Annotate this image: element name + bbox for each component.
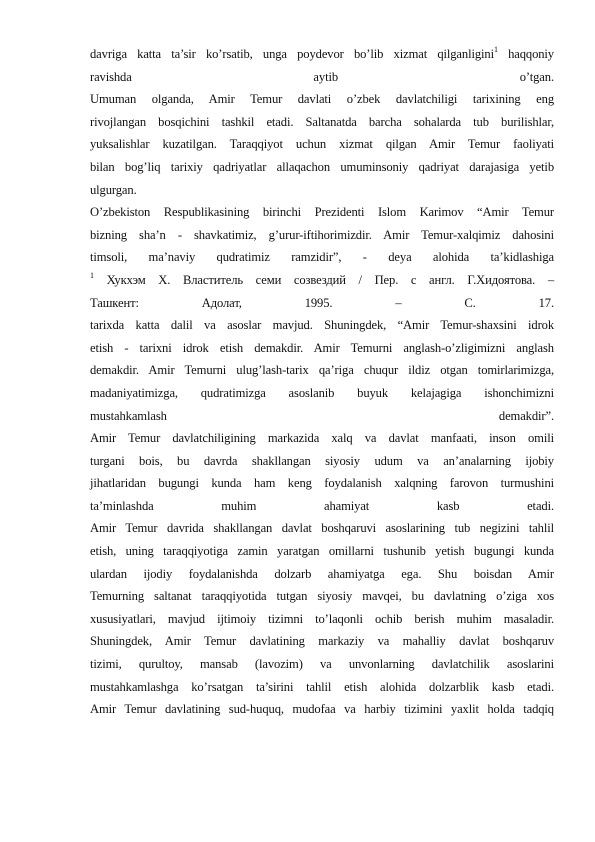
- text-line: etish - tarixni idrok etish demakdir. Amir Temurni anglash-o’zligimizni anglash: [90, 340, 554, 355]
- text-line: demakdir. Amir Temurni ulug’lash-tarix qa’riga chuqur ildiz otgan tomirlarimizga,: [90, 363, 554, 378]
- text-line: ulardan ijodiy foydalanishda dolzarb ahamiyatga ega. Shu boisdan Amir: [90, 566, 554, 581]
- text-line: bizning sha’n - shavkatimiz, g’urur-iftihorimizdir. Amir Temur-xalqimiz dahosini: [90, 227, 554, 242]
- text-line: ta’minlashda muhim ahamiyat kasb etadi.: [90, 498, 554, 513]
- text-line: Amir Temur davrida shakllangan davlat boshqaruvi asoslarining tub negizini tahlil: [90, 521, 554, 536]
- text-line: mustahkamlash demakdir”.: [90, 408, 554, 423]
- text-line: mustahkamlashga ko’rsatgan ta’sirini tahlil etish alohida dolzarblik kasb etadi.: [90, 679, 554, 694]
- text-line: etish, uning taraqqiyotiga zamin yaratgan omillarni tushunib yetish bugungi kunda: [90, 544, 554, 559]
- text-line: tizimi, qurultoy, mansab (lavozim) va unvonlarning davlatchilik asoslarini: [90, 657, 554, 672]
- text-line: davriga katta ta’sir ko’rsatib, unga poydevor bo’lib xizmat qilganligini$^1$ haqqoniy: [90, 45, 554, 61]
- text-line: ulgurgan.: [90, 182, 137, 197]
- text-line: yuksalishlar kuzatilgan. Taraqqiyot uchun xizmat qilgan Amir Temur faoliyati: [90, 137, 554, 152]
- text-line: rivojlangan bosqichini tashkil etadi. Saltanatda barcha sohalarda tub burilishlar,: [90, 114, 554, 129]
- text-line: xususiyatlari, mavjud ijtimoiy tizimni to’laqonli ochib berish muhim masaladir.: [90, 611, 554, 626]
- text-line: O’zbekiston Respublikasining birinchi Prezidenti Islom Karimov “Amir Temur: [90, 205, 554, 220]
- text-line: madaniyatimizga, qudratimizga asoslanib buyuk kelajagiga ishonchimizni: [90, 385, 554, 400]
- text-line: bilan bog’liq tarixiy qadriyatlar allaqachon umuminsoniy qadriyat darajasiga yetib: [90, 159, 554, 174]
- text-line: Shuningdek, Amir Temur davlatining markaziy va mahalliy davlat boshqaruv: [90, 634, 554, 649]
- document-page: [90, 43, 554, 721]
- footnote-marker: 1: [493, 45, 498, 54]
- text-line: Amir Temur davlatchiligining markazida xalq va davlat manfaati, inson omili: [90, 431, 554, 446]
- text-line: timsoli, ma’naviy qudratimiz ramzidir”, - deya alohida ta’kidlashiga: [90, 250, 554, 265]
- text-line: tarixda katta dalil va asoslar mavjud. Shuningdek, “Amir Temur-shaxsini idrok: [90, 318, 554, 333]
- text-line: Temurning saltanat taraqqiyotida tutgan siyosiy mavqei, bu davlatning o’ziga xos: [90, 589, 554, 604]
- footnote-number: 1: [90, 270, 94, 280]
- text-line: Umuman olganda, Amir Temur davlati o’zbek davlatchiligi tarixining eng: [90, 92, 554, 107]
- text-line: ravishda aytib o’tgan.: [90, 69, 554, 84]
- footnote-line: $^1$ Хукхэм Х. Властитель семи созвездий / Пер. с англ. Г.Хидоятова. –: [90, 270, 555, 287]
- text-line: turgani bois, bu davrda shakllangan siyosiy udum va an’analarning ijobiy: [90, 453, 554, 468]
- footnote-line: Ташкент: Адолат, 1995. – С. 17.: [90, 295, 554, 310]
- text-line: jihatlaridan bugungi kunda ham keng foydalanish xalqning farovon turmushini: [90, 476, 554, 491]
- text-line: Amir Temur davlatining sud-huquq, mudofaa va harbiy tizimini yaxlit holda tadqiq: [90, 702, 554, 717]
